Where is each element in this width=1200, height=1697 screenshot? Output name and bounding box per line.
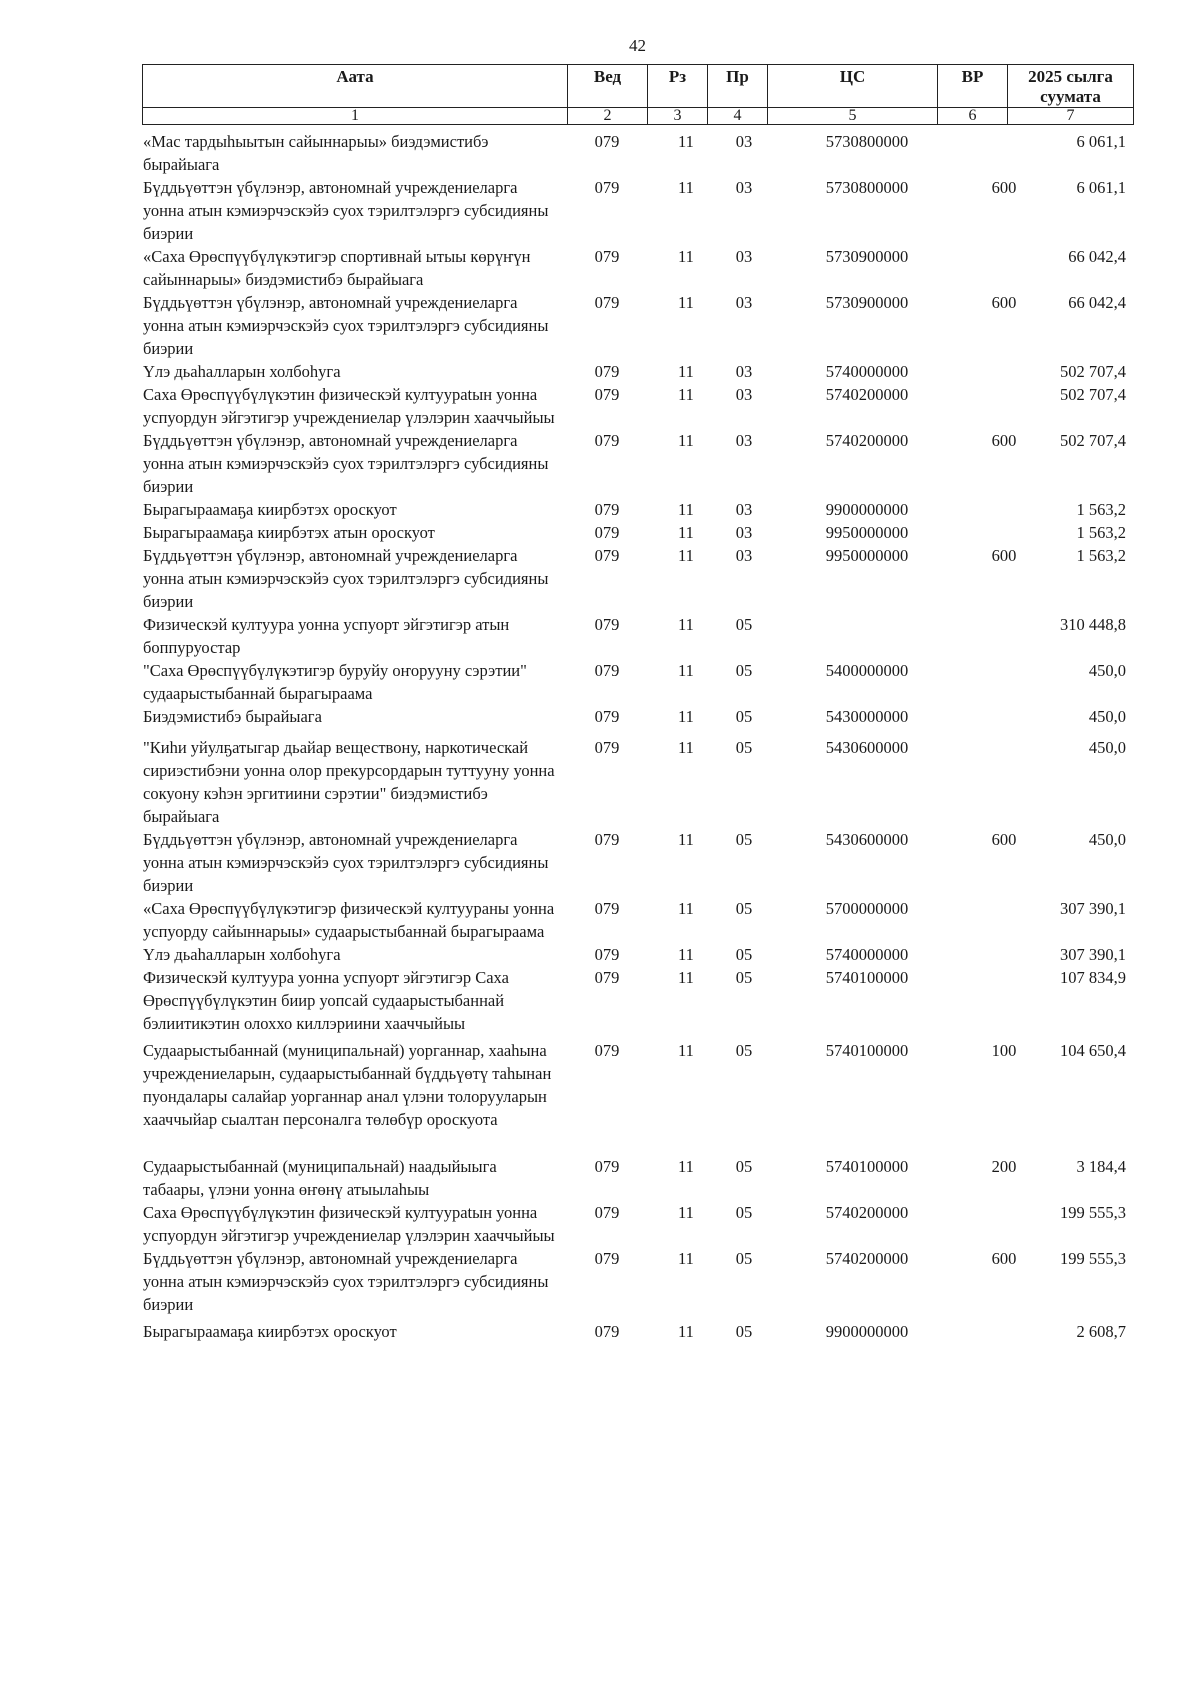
cell-cs: 5730900000 [825,247,909,266]
table-row [142,659,1133,705]
cell-vr: 100 [991,1041,1017,1060]
cell-rz: 11 [678,132,694,151]
cell-ved: 079 [594,1203,620,1222]
cell-ved: 079 [594,546,620,565]
cell-pr: 05 [735,945,753,964]
cell-rz: 11 [678,431,694,450]
cell-cs: 5700000000 [825,899,909,918]
col-header-vr: ВР [938,65,1008,108]
cell-pr: 05 [735,968,753,987]
cell-ved: 079 [594,1249,620,1268]
cell-rz: 11 [678,1203,694,1222]
col-number-6: 6 [938,108,1008,125]
cell-pr: 03 [735,293,753,312]
table-row [142,429,1133,498]
cell-name: Бырагыраамаҕа киирбэтэх атын ороскуот [143,523,435,542]
cell-name: Бүддьүөттэн үбүлэнэр, автономнай учреждениеларга уонна атын кэмиэрчэскэйэ суох тэрилтэлэргэ субсидияны биэрии [143,431,549,496]
cell-sum: 1 563,2 [1076,523,1126,542]
cell-pr: 03 [735,500,753,519]
cell-cs: 9950000000 [825,523,909,542]
table-row [142,1155,1133,1201]
cell-cs: 5430600000 [825,830,909,849]
col-number-4: 4 [708,108,768,125]
cell-sum: 502 707,4 [1060,431,1126,450]
cell-rz: 11 [678,1322,694,1341]
cell-name: Бүддьүөттэн үбүлэнэр, автономнай учреждениеларга уонна атын кэмиэрчэскэйэ суох тэрилтэлэргэ субсидияны биэрии [143,1249,549,1314]
cell-name: "Киһи уйулҕатыгар дьайар веществону, наркотическай сириэстибэни уонна олор прекурсордарын туттууну уонна сокуону кэһэн эргитиини сэрэтии" биэдэмистибэ бырайыага [143,738,555,826]
cell-rz: 11 [678,1041,694,1060]
table-row [142,291,1133,360]
cell-cs: 5740200000 [825,1249,909,1268]
cell-pr: 05 [735,1322,753,1341]
header-row [143,65,1134,108]
cell-sum: 1 563,2 [1076,546,1126,565]
table-row [142,1247,1133,1316]
table-row [142,245,1133,291]
col-header-sum: 2025 сылга суумата [1008,65,1134,108]
cell-pr: 05 [735,661,753,680]
cell-rz: 11 [678,385,694,404]
cell-pr: 03 [735,431,753,450]
cell-ved: 079 [594,830,620,849]
cell-name: Бүддьүөттэн үбүлэнэр, автономнай учреждениеларга уонна атын кэмиэрчэскэйэ суох тэрилтэлэргэ субсидияны биэрии [143,178,549,243]
cell-ved: 079 [594,431,620,450]
cell-rz: 11 [678,830,694,849]
cell-ved: 079 [594,1157,620,1176]
cell-cs: 5740200000 [825,385,909,404]
table-row [142,943,1133,966]
cell-sum: 307 390,1 [1060,899,1126,918]
cell-sum: 450,0 [1088,738,1126,757]
cell-name: Саха Өрөспүүбүлүкэтин физическэй култуурatын уонна успуордун эйгэтигэр учреждениелар үлэлэрин хааччыйыы [143,385,555,427]
cell-sum: 1 563,2 [1076,500,1126,519]
cell-name: Судаарыстыбаннай (муниципальнай) наадыйыыга табаары, үлэни уонна өҥөнү атыылаһыы [143,1157,497,1199]
cell-name: "Саха Өрөспүүбүлүкэтигэр буруйу оҥорууну сэрэтии" судаарыстыбаннай бырагыраама [143,661,527,703]
cell-rz: 11 [678,945,694,964]
cell-ved: 079 [594,1322,620,1341]
col-number-3: 3 [648,108,708,125]
col-number-2: 2 [568,108,648,125]
cell-name: Үлэ дьаһалларын холбоһуга [143,362,341,381]
cell-cs: 9900000000 [825,500,909,519]
cell-name: Физическэй култуура уонна успуорт эйгэтигэр Саха Өрөспүүбүлүкэтин биир уопсай судаарыстыбаннай бэлиитикэтин олоххо киллэриини хааччыйыы [143,968,509,1033]
cell-sum: 3 184,4 [1076,1157,1126,1176]
cell-pr: 03 [735,362,753,381]
cell-pr: 05 [735,1249,753,1268]
cell-pr: 05 [735,1157,753,1176]
table-row [142,498,1133,521]
cell-name: Биэдэмистибэ бырайыага [143,707,322,726]
cell-cs: 9900000000 [825,1322,909,1341]
table-body [142,130,1133,1343]
cell-sum: 66 042,4 [1068,247,1126,266]
cell-pr: 03 [735,247,753,266]
cell-pr: 05 [735,899,753,918]
cell-cs: 5400000000 [825,661,909,680]
cell-name: Бүддьүөттэн үбүлэнэр, автономнай учреждениеларга уонна атын кэмиэрчэскэйэ суох тэрилтэлэргэ субсидияны биэрии [143,546,549,611]
cell-pr: 03 [735,385,753,404]
col-header-name: Аата [143,65,568,108]
cell-pr: 03 [735,132,753,151]
header-number-row [143,108,1134,125]
cell-sum: 107 834,9 [1060,968,1126,987]
cell-ved: 079 [594,247,620,266]
table-row [142,544,1133,613]
cell-cs: 5740200000 [825,1203,909,1222]
page-number: 42 [629,36,646,55]
cell-rz: 11 [678,661,694,680]
cell-cs: 5740100000 [825,968,909,987]
cell-pr: 03 [735,546,753,565]
col-header-cs: ЦС [768,65,938,108]
cell-cs: 5430600000 [825,738,909,757]
cell-name: Бүддьүөттэн үбүлэнэр, автономнай учреждениеларга уонна атын кэмиэрчэскэйэ суох тэрилтэлэргэ субсидияны биэрии [143,293,549,358]
cell-ved: 079 [594,132,620,151]
cell-vr: 600 [991,830,1017,849]
cell-sum: 450,0 [1088,707,1126,726]
cell-rz: 11 [678,362,694,381]
cell-name: Бырагыраамаҕа киирбэтэх ороскуот [143,500,397,519]
cell-sum: 310 448,8 [1060,615,1126,634]
cell-cs: 5740000000 [825,362,909,381]
cell-rz: 11 [678,523,694,542]
cell-pr: 03 [735,178,753,197]
table-row [142,383,1133,429]
cell-ved: 079 [594,707,620,726]
cell-pr: 05 [735,830,753,849]
cell-name: Физическэй култуура уонна успуорт эйгэтигэр атын боппуруостар [143,615,510,657]
cell-vr: 600 [991,293,1017,312]
cell-vr: 200 [991,1157,1017,1176]
cell-cs: 5430000000 [825,707,909,726]
table-row [142,613,1133,659]
cell-cs: 5740100000 [825,1041,909,1060]
cell-sum: 199 555,3 [1060,1249,1126,1268]
table-row [142,1039,1133,1131]
table-row [142,828,1133,897]
table-row [142,1201,1133,1247]
cell-pr: 05 [735,1041,753,1060]
table-row [142,736,1133,828]
cell-ved: 079 [594,899,620,918]
cell-rz: 11 [678,1249,694,1268]
cell-rz: 11 [678,968,694,987]
cell-sum: 66 042,4 [1068,293,1126,312]
cell-sum: 502 707,4 [1060,362,1126,381]
cell-sum: 450,0 [1088,661,1126,680]
cell-cs: 5740200000 [825,431,909,450]
cell-sum: 104 650,4 [1060,1041,1126,1060]
cell-rz: 11 [678,1157,694,1176]
cell-ved: 079 [594,615,620,634]
cell-cs: 9950000000 [825,546,909,565]
cell-sum: 450,0 [1088,830,1126,849]
table-row [142,1320,1133,1343]
cell-vr: 600 [991,1249,1017,1268]
cell-sum: 199 555,3 [1060,1203,1126,1222]
cell-name: Бырагыраамаҕа киирбэтэх ороскуот [143,1322,397,1341]
cell-name: Бүддьүөттэн үбүлэнэр, автономнай учреждениеларга уонна атын кэмиэрчэскэйэ суох тэрилтэлэргэ субсидияны биэрии [143,830,549,895]
cell-ved: 079 [594,1041,620,1060]
cell-vr: 600 [991,546,1017,565]
cell-cs: 5740100000 [825,1157,909,1176]
cell-name: «Саха Өрөспүүбүлүкэтигэр физическэй култуураны уонна успуорду сайыннарыы» судаарыстыбаннай бырагыраама [143,899,555,941]
table-header [142,64,1134,125]
cell-ved: 079 [594,945,620,964]
col-number-1: 1 [143,108,568,125]
cell-vr: 600 [991,178,1017,197]
cell-sum: 502 707,4 [1060,385,1126,404]
cell-rz: 11 [678,247,694,266]
cell-ved: 079 [594,968,620,987]
col-number-7: 7 [1008,108,1134,125]
cell-vr: 600 [991,431,1017,450]
cell-pr: 05 [735,707,753,726]
cell-cs: 5730900000 [825,293,909,312]
cell-rz: 11 [678,178,694,197]
cell-sum: 2 608,7 [1076,1322,1126,1341]
table-row [142,176,1133,245]
cell-pr: 05 [735,738,753,757]
cell-name: «Мас тардыһыытын сайыннарыы» биэдэмистибэ бырайыага [143,132,489,174]
cell-rz: 11 [678,738,694,757]
cell-ved: 079 [594,661,620,680]
cell-ved: 079 [594,385,620,404]
cell-sum: 6 061,1 [1076,132,1126,151]
cell-rz: 11 [678,546,694,565]
cell-pr: 05 [735,1203,753,1222]
col-header-pr: Пр [708,65,768,108]
table-row [142,897,1133,943]
table-row [142,966,1133,1035]
cell-ved: 079 [594,362,620,381]
cell-name: «Саха Өрөспүүбүлүкэтигэр спортивнай ытыы көрүҥүн сайыннарыы» биэдэмистибэ бырайыага [143,247,531,289]
cell-sum: 6 061,1 [1076,178,1126,197]
table-row [142,705,1133,728]
cell-pr: 03 [735,523,753,542]
cell-rz: 11 [678,293,694,312]
cell-rz: 11 [678,500,694,519]
col-header-rz: Рз [648,65,708,108]
cell-ved: 079 [594,293,620,312]
cell-rz: 11 [678,615,694,634]
col-number-5: 5 [768,108,938,125]
col-header-ved: Вед [568,65,648,108]
table-row [142,130,1133,176]
cell-ved: 079 [594,500,620,519]
cell-name: Судаарыстыбаннай (муниципальнай) уорганнар, хааһына учреждениеларын, судаарыстыбаннай бүддьүөтү таһынан пуондалары салайар уорганнар анал үлэни толорууларын хааччыйар сыалтан персоналга төлөбүр ороскуота [143,1041,552,1129]
cell-rz: 11 [678,899,694,918]
cell-name: Саха Өрөспүүбүлүкэтин физическэй култуурatын уонна успуордун эйгэтигэр учреждениелар үлэлэрин хааччыйыы [143,1203,555,1245]
cell-ved: 079 [594,523,620,542]
cell-name: Үлэ дьаһалларын холбоһуга [143,945,341,964]
cell-ved: 079 [594,738,620,757]
table-row [142,521,1133,544]
table-row [142,360,1133,383]
cell-pr: 05 [735,615,753,634]
cell-cs: 5730800000 [825,178,909,197]
cell-cs: 5730800000 [825,132,909,151]
cell-rz: 11 [678,707,694,726]
cell-sum: 307 390,1 [1060,945,1126,964]
cell-cs: 5740000000 [825,945,909,964]
cell-ved: 079 [594,178,620,197]
